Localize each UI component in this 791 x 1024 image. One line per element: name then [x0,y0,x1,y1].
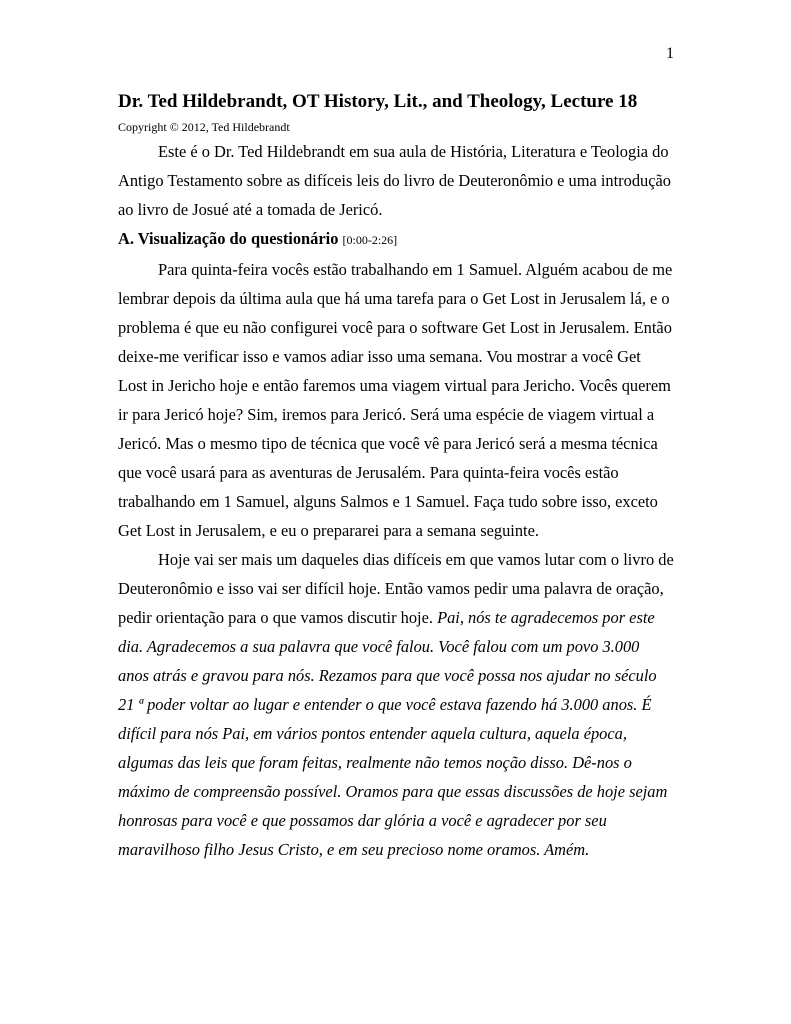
intro-paragraph: Este é o Dr. Ted Hildebrandt em sua aula de História, Literatura e Teologia do Antigo Testamento sobre as difíceis leis do livro de Deuteronômio e uma introdução ao livro de Josué até a tomada de Jericó. [118,142,671,219]
copyright-notice: Copyright © 2012, Ted Hildebrandt [118,120,290,134]
paragraph-prayer [118,545,674,864]
section-heading-text: A. Visualização do questionário [118,229,339,248]
document-body [118,89,674,864]
prayer-text: Pai, nós te agradecemos por este dia. Agradecemos a sua palavra que você falou. Você falou com um povo 3.000 anos atrás e gravou para nós. Rezamos para que você possa nos ajudar no século 21 ª poder voltar ao lugar e entender o que você estava fazendo há 3.000 anos. É difícil para nós Pai, em vários pontos entender aquela cultura, aquela época, algumas das leis que foram feitas, realmente não temos noção disso. Dê-nos o máximo de compreensão possível. Oramos para que essas discussões de hoje sejam honrosas para você e que possamos dar glória a você e agradecer por seu maravilhoso filho Jesus Cristo, e em seu precioso nome oramos. Amém. [118,608,668,859]
section-timestamp: [0:00-2:26] [342,233,398,247]
paragraph-quiz-preview: Para quinta-feira vocês estão trabalhando em 1 Samuel. Alguém acabou de me lembrar depois da última aula que há uma tarefa para o Get Lost in Jerusalem lá, e o problema é que eu não configurei você para o software Get Lost in Jerusalem. Então deixe-me verificar isso e vamos adiar isso uma semana. Vou mostrar a você Get Lost in Jericho hoje e então faremos uma viagem virtual para Jericho. Vocês querem ir para Jericó hoje? Sim, iremos para Jericó. Será uma espécie de viagem virtual a Jericó. Mas o mesmo tipo de técnica que você vê para Jericó será a mesma técnica que você usará para as aventuras de Jerusalém. Para quinta-feira vocês estão trabalhando em 1 Samuel, alguns Salmos e 1 Samuel. Faça tudo sobre isso, exceto Get Lost in Jerusalem, e eu o prepararei para a semana seguinte. [118,260,673,540]
paragraph-prayer-intro: Hoje vai ser mais um daqueles dias difíceis em que vamos lutar com o livro de Deuteronômio e isso vai ser difícil hoje. Então vamos pedir uma palavra de oração, pedir orientação para o que vamos discutir hoje. [118,550,674,627]
lecture-title: Dr. Ted Hildebrandt, OT History, Lit., and Theology, Lecture 18 [118,91,638,112]
section-heading [118,224,674,255]
page-number: 1 [666,45,674,62]
